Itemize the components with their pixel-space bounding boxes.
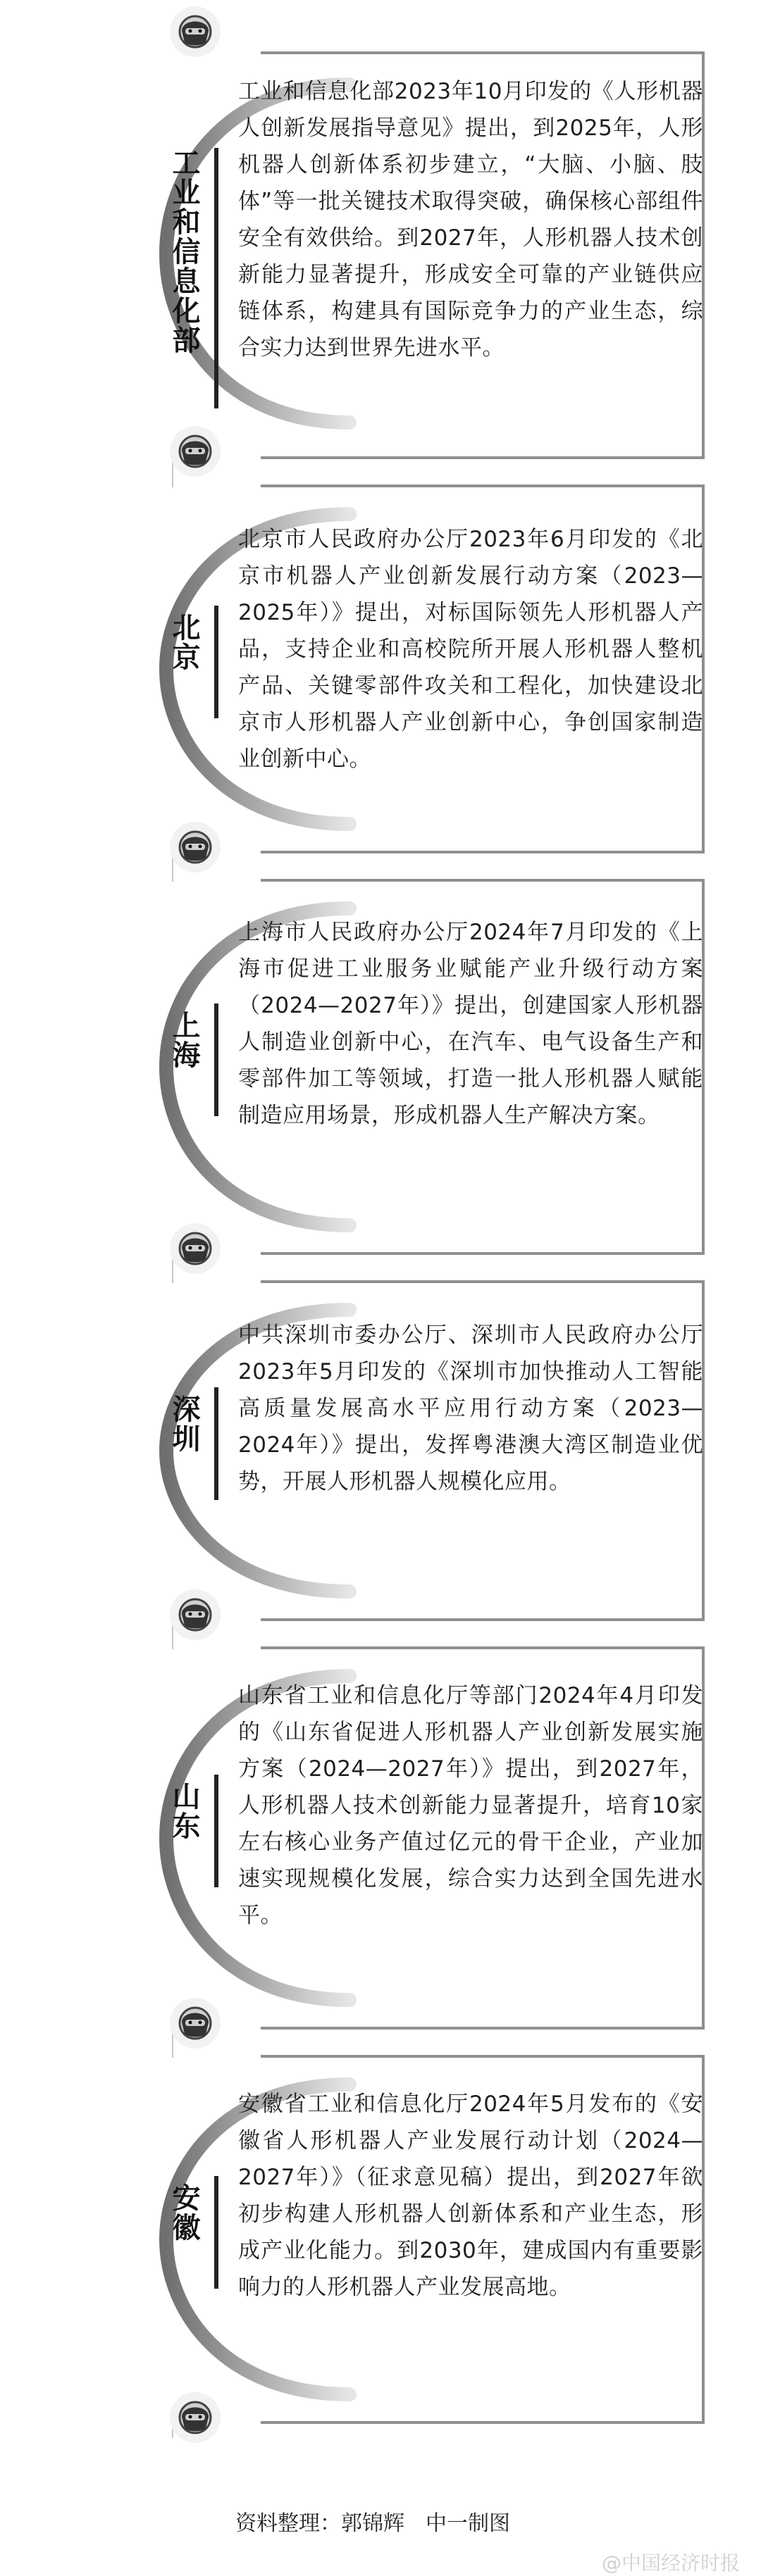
policy-text: 中共深圳市委办公厅、深圳市人民政府办公厅2023年5月印发的《深圳市加快推动人工智能高质量发展高水平应用行动方案（2023—2024年）》提出，发挥粤港澳大湾区制造业优势，开展人形机器人规模化应用。 <box>238 1323 703 1494</box>
policy-section-anhui <box>0 2049 761 2430</box>
label-bar <box>214 1003 218 1116</box>
policy-section-shandong <box>0 1641 761 2035</box>
robot-head-icon <box>166 2389 224 2446</box>
robot-head-icon <box>166 1586 224 1644</box>
label-bar <box>214 1387 218 1500</box>
policy-text: 安徽省工业和信息化厅2024年5月发布的《安徽省人形机器人产业发展行动计划（2024—2027年）》（征求意见稿）提出，到2027年欲初步构建人形机器人创新体系和产业生态，形成产业化能力。到2030年，建成国内有重要影响力的人形机器人产业发展高地。 <box>238 2092 703 2300</box>
policy-text: 上海市人民政府办公厅2024年7月印发的《上海市促进工业服务业赋能产业升级行动方案（2024—2027年）》提出，创建国家人形机器人制造业创新中心，在汽车、电气设备生产和零部件加工等领域，打造一批人形机器人赋能制造应用场景，形成机器人生产解决方案。 <box>238 920 703 1128</box>
robot-head-icon <box>166 423 224 480</box>
label-bar <box>214 1775 218 1887</box>
policy-section-shanghai <box>0 873 761 1261</box>
policy-text: 山东省工业和信息化厅等部门2024年4月印发的《山东省促进人形机器人产业创新发展实施方案（2024—2027年）》提出，到2027年，人形机器人技术创新能力显著提升，培育10家左右核心业务产值过亿元的骨干企业，产业加速实现规模化发展，综合实力达到全国先进水平。 <box>238 1683 703 1928</box>
region-label: 工业和信息化部 <box>168 148 200 355</box>
robot-head-icon <box>166 818 224 876</box>
robot-head-icon <box>166 3 224 61</box>
policy-text: 北京市人民政府办公厅2023年6月印发的《北京市机器人产业创新发展行动方案（2023—2025年）》提出，对标国际领先人形机器人产品，支持企业和高校院所开展人形机器人整机产品、关键零部件攻关和工程化，加快建设北京市人形机器人产业创新中心，争创国家制造业创新中心。 <box>238 527 703 772</box>
label-bar <box>214 606 218 718</box>
region-label: 安徽 <box>168 2183 200 2242</box>
watermark: @中国经济时报 <box>602 2551 741 2575</box>
policy-text: 工业和信息化部2023年10月印发的《人形机器人创新发展指导意见》提出，到2025年，人形机器人创新体系初步建立，“大脑、小脑、肢体”等一批关键技术取得突破，确保核心部组件安全有效供给。到2027年，人形机器人技术创新能力显著提升，形成安全可靠的产业链供应链体系，构建具有国际竞争力的产业生态，综合实力达到世界先进水平。 <box>238 79 703 361</box>
robot-head-icon <box>166 1220 224 1277</box>
region-label: 深圳 <box>168 1394 200 1453</box>
region-label: 山东 <box>168 1782 200 1841</box>
region-label: 北京 <box>168 613 200 672</box>
robot-head-icon <box>166 1994 224 2052</box>
source-credit: 资料整理：郭锦辉 中一制图 <box>235 2511 510 2536</box>
label-bar <box>214 2176 218 2289</box>
policy-section-shenzhen <box>0 1275 761 1627</box>
region-label: 上海 <box>168 1011 200 1070</box>
label-bar <box>214 148 218 408</box>
policy-section-beijing <box>0 479 761 859</box>
policy-section-miit <box>0 42 761 465</box>
